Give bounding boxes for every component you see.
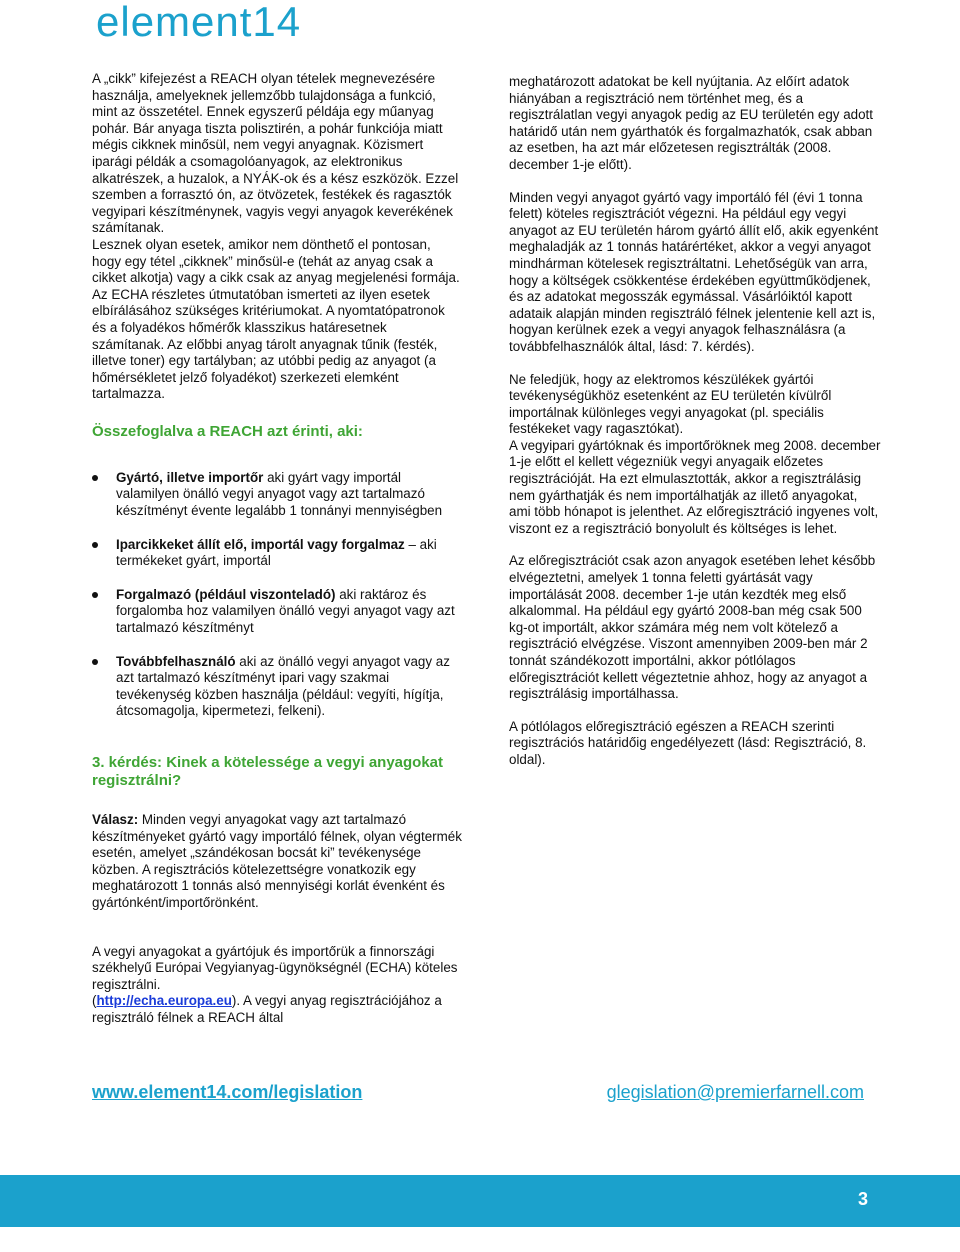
paragraph-late-pre-registration: Az előregisztrációt csak azon anyagok esetében lehet később elvégeztetni, amelyek 1 tonna feletti gyártását vagy importálását 2008. december 1-je után kezdték meg első alkalommal. Ha például egy gyártó 2008-ban még csak 500 kg-ot importált, akkor számára még nem volt kötelező a regisztráció elvégzése. Viszont amennyiben 2009-ben már 2 tonnát szándékozott importálni, akkor pótlólagos előregisztrációt kellett végeztetnie ahhoz, hogy az anyagot a regisztrálásig importálhassa. bbox=[509, 553, 876, 702]
paragraph-registration-duty: Minden vegyi anyagot gyártó vagy importáló fél (évi 1 tonna felett) köteles regisztrációt végezni. Ha például egy vegyi anyagot az EU területén három gyártó állít elő, akik egyenként meghaladják az 1 tonnás határértéket, akkor a vegyi anyagot mindhárman kötelesek regisztráltatni. Lehetőségük van arra, hogy a költségek csökkentése érdekében együttműködjenek, és az adatokat megosszák egymással. Vásárlóiktól kapott adataik alapján minden regisztráló félnek jelentenie kell azt is, hogyan kerülnek ezek a vegyi anyagok felhasználásra (a továbbfelhasználók által, lásd: 7. kérdés). bbox=[509, 189, 879, 354]
list-item: Gyártó, illetve importőr aki gyárt vagy importál valamilyen önálló vegyi anyagot vagy azt tartalmazó készítményt évente legalább 1 tonnányi mennyiségben bbox=[92, 470, 462, 520]
list-item: Továbbfelhasználó aki az önálló vegyi anyagot vagy az azt tartalmazó készítményt ipari vagy szakmai tevékenység közben használja (például: vegyíti, hígítja, átcsomagolja, kipermetezi, felkeni). bbox=[92, 654, 462, 720]
paragraph-required-data: meghatározott adatokat be kell nyújtania. Az előírt adatok hiányában a regisztráció nem történhet meg, és a regisztrálatlan vegyi anyagok pedig az EU területén egy adott határidő után nem gyárthatók és forgalmazhatók, csak abban az esetben, ha azt már előzetesen regisztrálták (2008. december 1-je előtt). bbox=[509, 74, 873, 172]
paragraph-electronics-imports: Ne feledjük, hogy az elektromos készülékek gyártói tevékenységükhöz esetenként az EU területén kívülről importálnak különleges vegyi anyagokat (pl. speciális festékeket vagy ragasztókat). bbox=[509, 371, 832, 437]
paragraph-borderline-cases: Lesznek olyan esetek, amikor nem dönthető el pontosan, hogy egy tétel „cikknek” minősül-e (tehát az anyag csak a cikket alkotja) vagy a cikk csak az anyag megjelenési formája. Az ECHA részletes útmutatóban ismerteti az ilyen esetek elbírálásához szükséges kritériumokat. A nyomtatópatronok és a folyadékos hőmérők klasszikus határesetnek számítanak. Az előbbi anyag tárolt anyagnak tűnik (festék, illetve toner) egy tartályban; az utóbbi pedig az anyagot (a hőmérsékletet jelző folyadékot) szerkezeti elemként tartalmazza. bbox=[92, 236, 460, 402]
left-column bbox=[92, 71, 462, 1027]
email-link[interactable]: glegislation@premierfarnell.com bbox=[606, 1082, 864, 1102]
footer-bar bbox=[0, 1175, 960, 1227]
bullet-icon bbox=[92, 592, 98, 598]
echa-link[interactable]: http://echa.europa.eu bbox=[96, 993, 232, 1009]
right-column bbox=[509, 74, 881, 769]
question-3-heading: 3. kérdés: Kinek a kötelessége a vegyi anyagokat regisztrálni? bbox=[92, 754, 444, 789]
paragraph-article-definition: A „cikk” kifejezést a REACH olyan tételek megnevezésére használja, amelyeknek jellemzőbb tulajdonsága a funkció, mint az összetétel. Ennek egyszerű példája egy műanyag pohár. Bár anyaga tiszta polisztirén, a pohár funkciója miatt mégis cikknek minősül, nem vegyi anyagnak. Közismert iparági példák a csomagolóanyagok, az elektronikus alkatrészek, a huzalok, a NYÁK-ok és a kész eszközök. Ezzel szemben a forrasztó ón, az ötvözetek, festékek és ragasztók vegyipari készítménynek, vagyis vegyi anyagok keverékének számítanak. bbox=[92, 71, 459, 236]
list-item: Forgalmazó (például viszonteladó) aki raktároz és forgalomba hoz valamilyen önálló vegyi anyagot vagy azt tartalmazó készítményt bbox=[92, 587, 462, 637]
page-number: 3 bbox=[857, 1189, 868, 1209]
paragraph-pre-registration: A vegyipari gyártóknak és importőröknek meg 2008. december 1-je előtt el kellett végezniük vegyi anyagaik előzetes regisztrációját. Ha ezt elmulasztották, akkor a regisztrálásig nem gyárthatják és nem importálhatják az illető anyagokat, ami több hónapot is jelenthet. Az előregisztráció ingyenes volt, viszont ez a regisztráció bonyolult és költséges is lehet. bbox=[509, 437, 881, 536]
website-link[interactable]: www.element14.com/legislation bbox=[92, 1082, 363, 1102]
bullet-icon bbox=[92, 542, 98, 548]
affected-parties-list bbox=[92, 470, 462, 720]
element14-logo: element14 bbox=[96, 0, 302, 45]
paragraph-deadline: A pótlólagos előregisztráció egészen a REACH szerinti regisztrációs határidőig engedélyezett (lásd: Regisztráció, 8. oldal). bbox=[509, 718, 867, 767]
list-item: Iparcikkeket állít elő, importál vagy forgalmaz – aki termékeket gyárt, importál bbox=[92, 537, 462, 570]
summary-heading: Összefoglalva a REACH azt érinti, aki: bbox=[92, 422, 363, 440]
bullet-icon bbox=[92, 659, 98, 665]
paragraph-echa: A vegyi anyagokat a gyártójuk és importőrük a finnországi székhelyű Európai Vegyianyag-ügynökségnél (ECHA) köteles regisztrálni. (http://echa.europa.eu). A vegyi anyag regisztrációjához a regisztráló félnek a REACH által bbox=[92, 943, 458, 1025]
answer-paragraph: Válasz: Minden vegyi anyagokat vagy azt tartalmazó készítményeket gyártó vagy importáló félnek, olyan végtermék esetén, amelyet „szándékosan bocsát ki” tevékenysége közben. A regisztrációs kötelezettségre vonatkozik egy meghatározott 1 tonnás alsó mennyiségi korlát évenként és gyártónként/importőrönként. bbox=[92, 812, 462, 910]
footer-links bbox=[92, 1081, 864, 1105]
bullet-icon bbox=[92, 475, 98, 481]
